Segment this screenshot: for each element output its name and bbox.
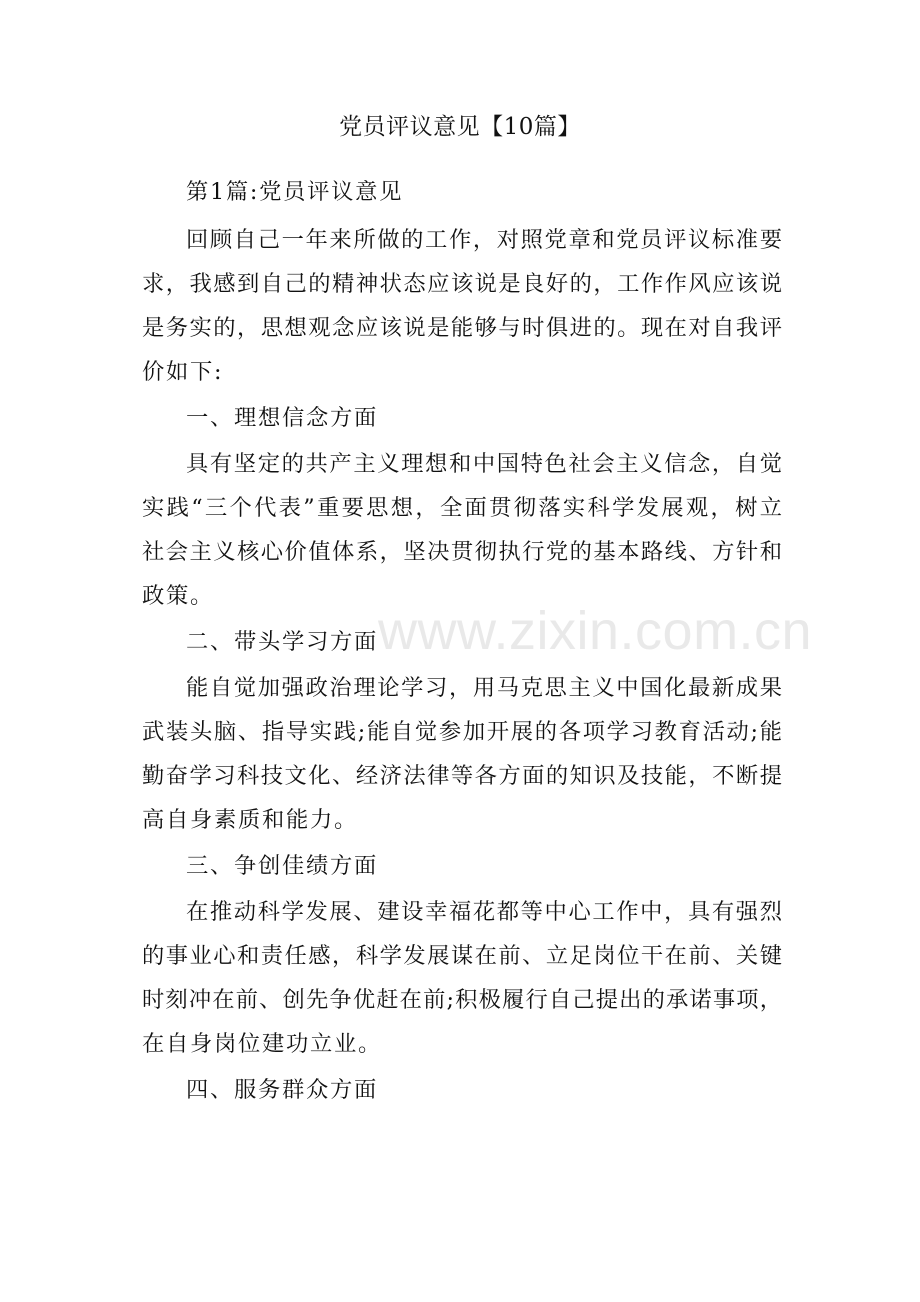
paragraph-line: 是务实的，思想观念应该说是能够与时俱进的。现在对自我评 [142, 315, 782, 341]
paragraph-line: 求，我感到自己的精神状态应该说是良好的，工作作风应该说 [142, 271, 782, 297]
paragraph-line: 回顾自己一年来所做的工作，对照党章和党员评议标准要 [186, 227, 782, 253]
watermark-text: www.zixin.com.cn [378, 601, 813, 661]
section-heading: 第1篇:党员评议意见 [186, 179, 404, 205]
paragraph-line: 实践“三个代表”重要思想，全面贯彻落实科学发展观，树立 [142, 495, 782, 521]
subheading-service: 四、服务群众方面 [186, 1077, 378, 1103]
paragraph-line: 高自身素质和能力。 [142, 807, 358, 833]
subheading-achievement: 三、争创佳绩方面 [186, 853, 378, 879]
document-title: 党员评议意见【10篇】 [339, 114, 581, 140]
paragraph-line: 政策。 [142, 583, 214, 609]
paragraph-line: 社会主义核心价值体系，坚决贯彻执行党的基本路线、方针和 [142, 539, 782, 565]
paragraph-line: 在推动科学发展、建设幸福花都等中心工作中，具有强烈 [186, 899, 782, 925]
subheading-study: 二、带头学习方面 [186, 629, 378, 655]
paragraph-line: 在自身岗位建功立业。 [142, 1031, 382, 1057]
paragraph-line: 武装头脑、指导实践;能自觉参加开展的各项学习教育活动;能 [142, 719, 782, 745]
paragraph-line: 具有坚定的共产主义理想和中国特色社会主义信念，自觉 [186, 451, 782, 477]
paragraph-line: 的事业心和责任感，科学发展谋在前、立足岗位干在前、关键 [142, 943, 782, 969]
paragraph-line: 价如下: [142, 359, 224, 385]
paragraph-line: 勤奋学习科技文化、经济法律等各方面的知识及技能，不断提 [142, 763, 782, 789]
paragraph-line: 能自觉加强政治理论学习，用马克思主义中国化最新成果 [186, 675, 782, 701]
paragraph-line: 时刻冲在前、创先争优赶在前;积极履行自己提出的承诺事项， [142, 987, 782, 1013]
subheading-ideals: 一、理想信念方面 [186, 405, 378, 431]
